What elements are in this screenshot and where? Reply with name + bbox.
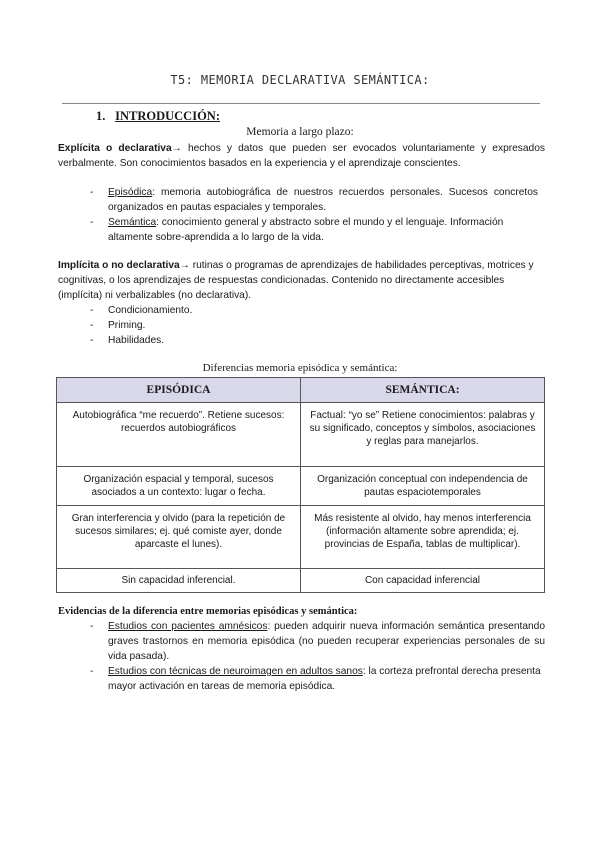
- table-cell: Más resistente al olvido, hay menos interferencia (información altamente sobre aprendida; ej. provincias de España, tablas de multiplicar).: [301, 506, 545, 569]
- table-row: [57, 403, 545, 467]
- table-header-episodica: EPISÓDICA: [57, 378, 301, 403]
- list-item-term: Semántica: [108, 217, 157, 228]
- comparison-table: [56, 377, 545, 593]
- list-item-text: : memoria autobiográfica de nuestros recuerdos personales. Sucesos concretos organizados en pautas espaciales y temporales.: [108, 187, 538, 213]
- list-item-term: Episódica: [108, 187, 153, 198]
- table-caption: Diferencias memoria episódica y semántica:: [202, 362, 398, 374]
- list-item-term: Estudios con técnicas de neuroimagen en adultos sanos: [108, 666, 363, 677]
- list-item-term: Estudios con pacientes amnésicos: [108, 621, 268, 632]
- document-page: T5: MEMORIA DECLARATIVA SEMÁNTICA: 1. INTRODUCCIÓN: Memoria a largo plazo: Explícita o declarativa→ hechos y datos que pueden ser evocados voluntariamente y expresados verbalmente. Son conocimientos basados en la experiencia y el aprendizaje conscientes. - Episódica: memoria autobiográfica de nuestros recuerdos personales. Sucesos concretos organizados en pautas espaciales y temporales. - Semántica: conocimiento general y abstracto sobre el mundo y el lenguaje. Información altamente sobre-aprendida a lo largo de la vida. Implícita o no declarativa→ rutinas o programas de aprendizajes de habilidades perceptivas, motrices y cognitivas, o los aprendizajes de respuestas condicionadas. Contenido no directamente accesibles (implícita) ni verbalizables (no declarativa). - Condicionamiento. - Priming. - Habilidades. Diferencias memoria episódica y semántica: EPISÓDICA SEMÁNTICA: Autobiográfica “me recuerdo”. Retiene sucesos: recuerdos autobiográficos Factual: “yo se” Retiene conocimientos: palabras y su significado, conceptos y símbolos, asociaciones y reglas para manejarlos. Organización espacial y temporal, sucesos asociados a un contexto: lugar o fecha. Organización conceptual con independencia de pautas espaciotemporales Gran interferencia y olvido (para la repetición de sucesos similares; ej. qué comiste ayer, donde aparcaste el lunes). Más resistente al olvido, hay menos interferencia (información altamente sobre aprendida; ej. provincias de España, tablas de multiplicar). Sin capacidad inferencial. Con capacidad inferencial Evidencias de la diferencia entre memorias episódicas y semántica: - Estudios con pacientes amnésicos: pueden adquirir nueva información semántica presentando graves trastornos en memoria episódica (no pueden recuperar experiencias personales de su vida pasada). - Estudios con técnicas de neuroimagen en adultos sanos: la corteza prefrontal derecha presenta mayor activación en tareas de memoria episódica.: [0, 0, 600, 848]
- explicita-text: hechos y datos que pueden ser evocados voluntariamente y expresados verbalmente. Son conocimientos basados en la experiencia y el aprendizaje conscientes.: [58, 143, 545, 169]
- table-cell: Autobiográfica “me recuerdo”. Retiene sucesos: recuerdos autobiográficos: [57, 403, 301, 467]
- implicita-label: Implícita o no declarativa→: [58, 260, 190, 271]
- table-cell: Gran interferencia y olvido (para la repetición de sucesos similares; ej. qué comiste ayer, donde aparcaste el lunes).: [57, 506, 301, 569]
- evidencias-heading: Evidencias de la diferencia entre memorias episódicas y semántica:: [58, 606, 358, 617]
- explicita-label: Explícita o declarativa→: [58, 143, 182, 154]
- list-item-text: : la corteza prefrontal derecha presenta mayor activación en tareas de memoria episódica.: [108, 666, 541, 692]
- table-cell: Factual: “yo se” Retiene conocimientos: palabras y su significado, conceptos y símbolos, asociaciones y reglas para manejarlos.: [301, 403, 545, 467]
- table-row: [57, 506, 545, 569]
- table-row: [57, 467, 545, 506]
- table-header-semantica: SEMÁNTICA:: [301, 378, 545, 403]
- section-number: 1.: [96, 109, 106, 123]
- table-header-row: [57, 378, 545, 403]
- explicita-paragraph: [58, 141, 545, 171]
- table-cell: Organización conceptual con independencia de pautas espaciotemporales: [301, 467, 545, 506]
- section-heading: [96, 109, 220, 124]
- table-cell: Sin capacidad inferencial.: [57, 569, 301, 593]
- implicita-paragraph: [58, 258, 545, 303]
- page-title: T5: MEMORIA DECLARATIVA SEMÁNTICA:: [170, 73, 430, 87]
- list-item-text: : pueden adquirir nueva información semántica presentando graves trastornos en memoria episódica (no pueden recuperar experiencias personales de su vida pasada).: [108, 621, 545, 662]
- table-row: [57, 569, 545, 593]
- implicita-text: rutinas o programas de aprendizajes de habilidades perceptivas, motrices y cognitivas, o los aprendizajes de respuestas condicionadas. Contenido no directamente accesibles (implícita) ni verbalizables (no declarativa).: [58, 260, 534, 301]
- list-item-text: : conocimiento general y abstracto sobre el mundo y el lenguaje. Información altamente sobre-aprendida a lo largo de la vida.: [108, 217, 504, 243]
- section-title: INTRODUCCIÓN:: [115, 109, 220, 123]
- subtitle: Memoria a largo plazo:: [246, 126, 354, 138]
- title-divider: [62, 103, 540, 104]
- table-cell: Organización espacial y temporal, sucesos asociados a un contexto: lugar o fecha.: [57, 467, 301, 506]
- table-cell: Con capacidad inferencial: [301, 569, 545, 593]
